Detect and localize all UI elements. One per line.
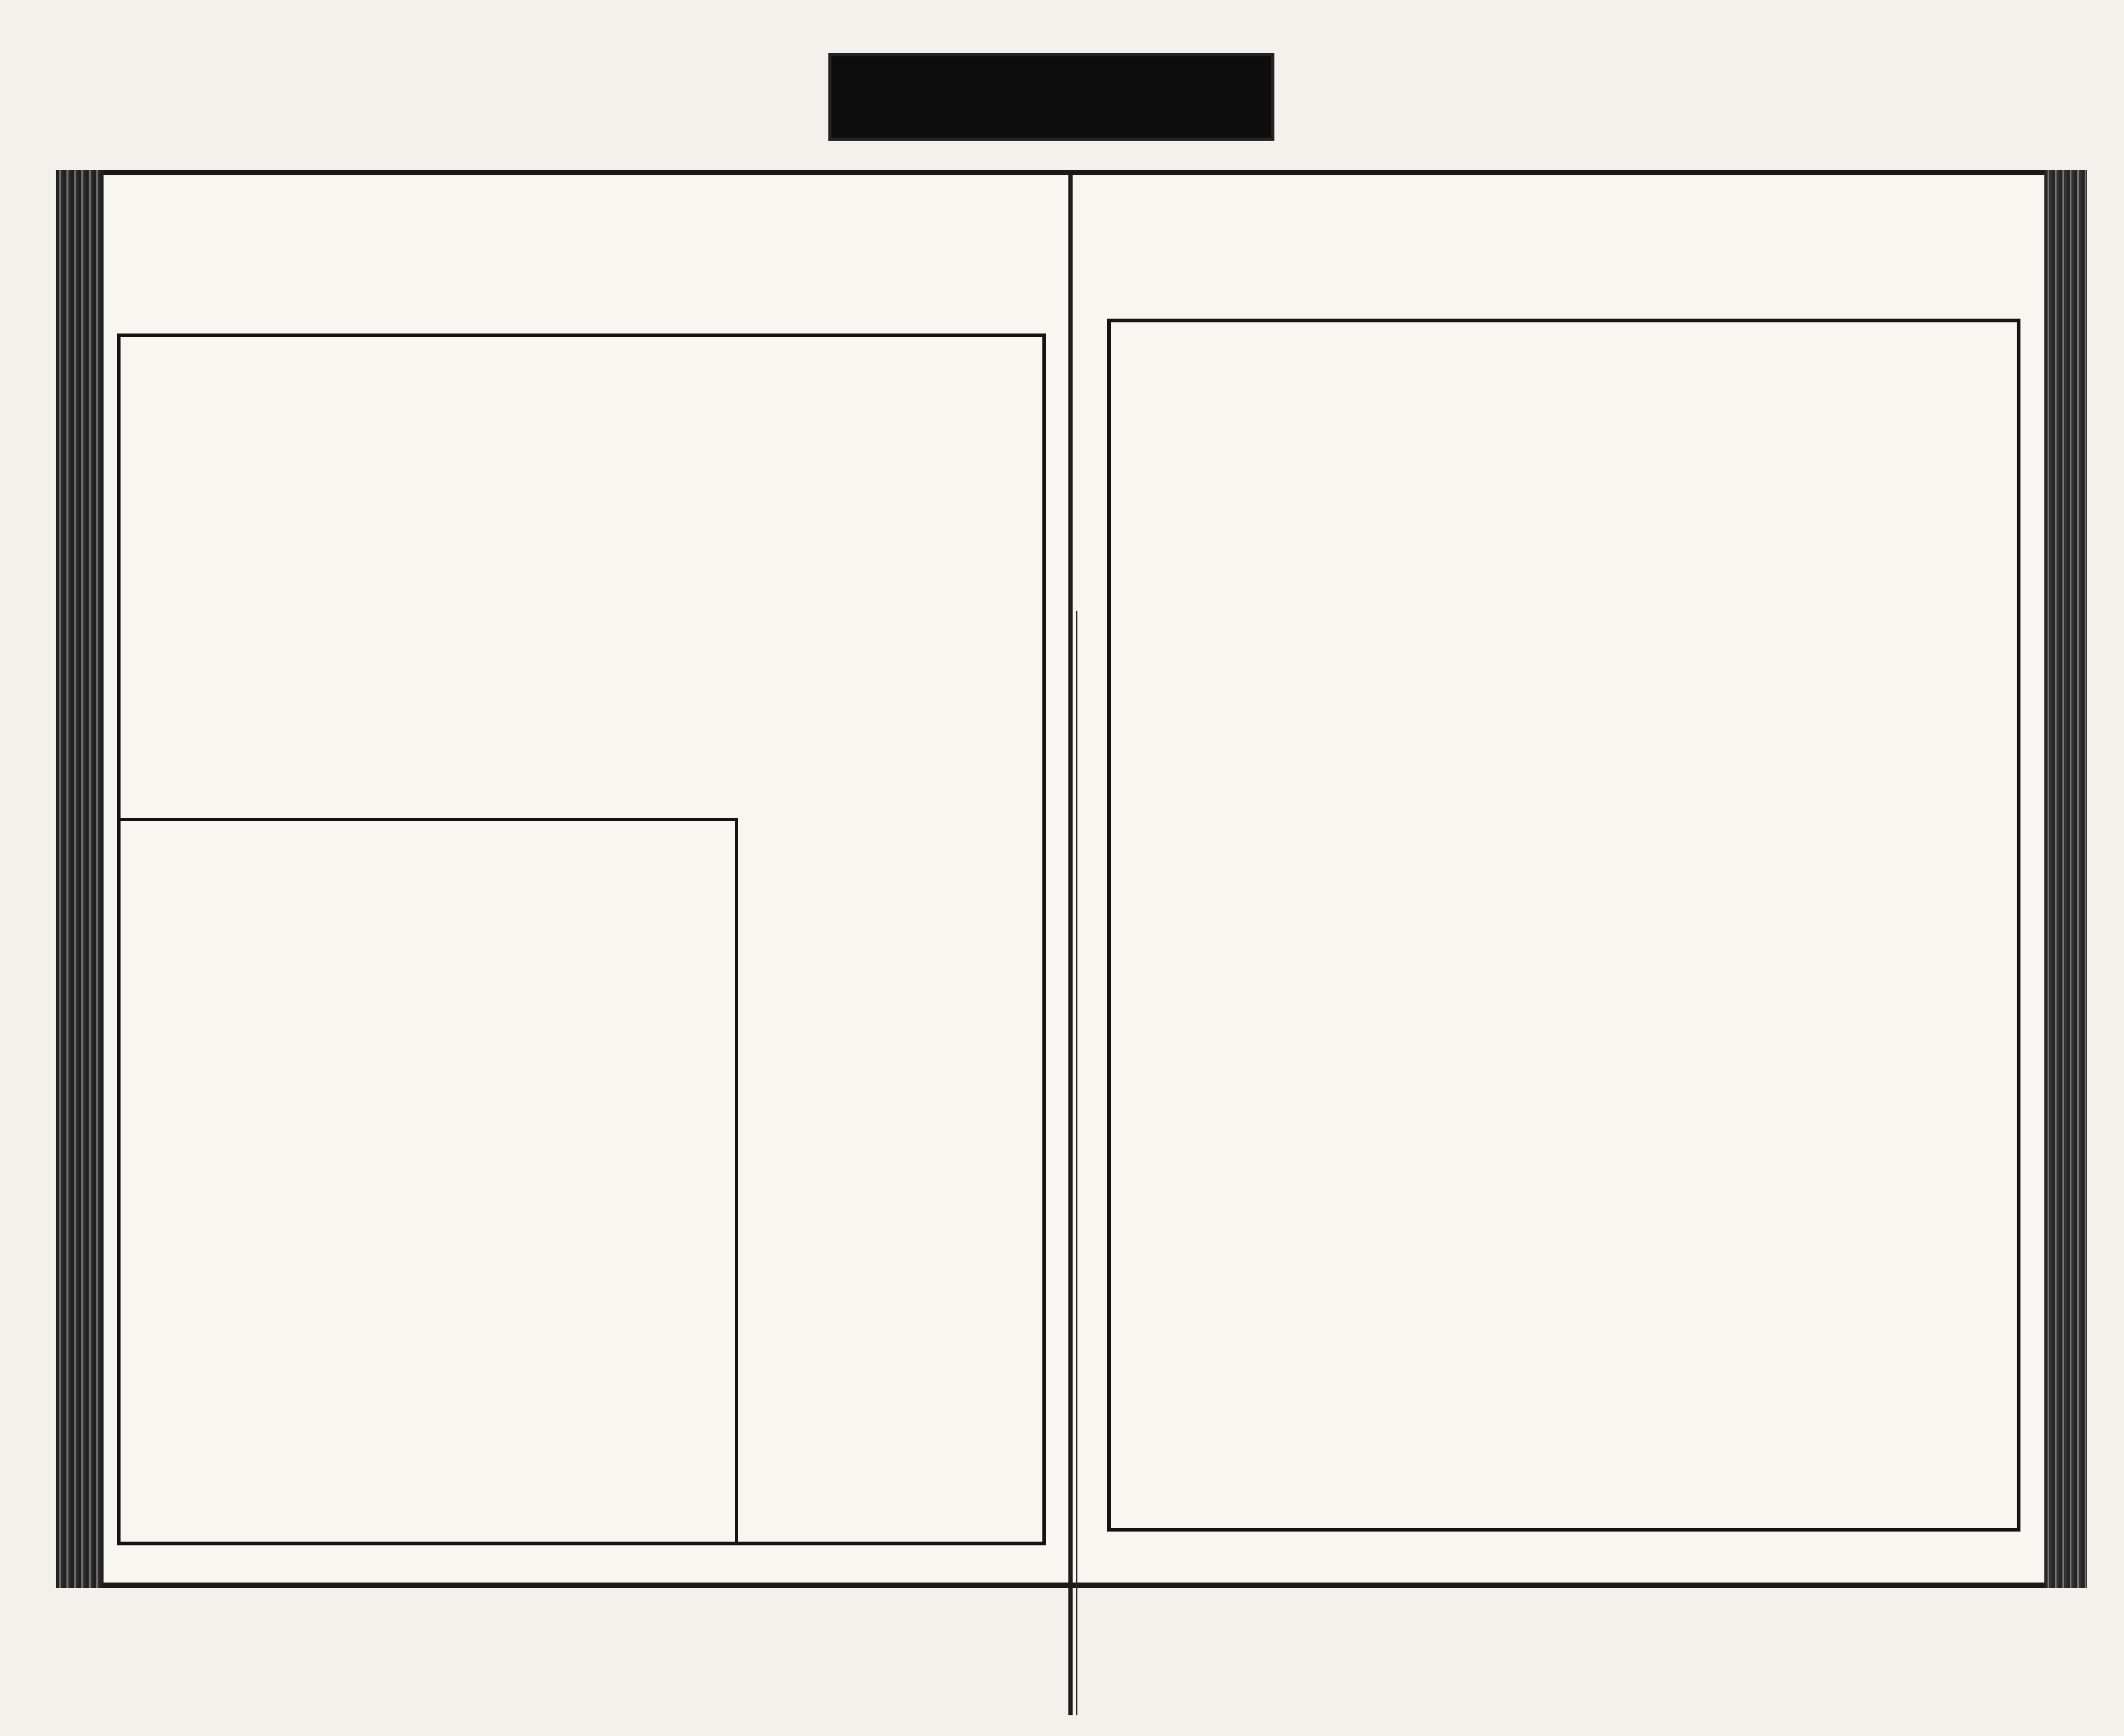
- main-col-6: [133, 882, 207, 1179]
- main-col-2: [552, 834, 627, 1535]
- right-col-1: [1962, 340, 2011, 1519]
- right-col-5: [1771, 340, 1820, 1519]
- main-small-note-3: [159, 1184, 193, 1535]
- left-note-col-14: [356, 345, 405, 807]
- main-small-note-2: [287, 1264, 321, 1370]
- left-note-col-15: [308, 345, 357, 807]
- left-inner-box-top: [117, 818, 738, 821]
- left-page-right-rule: [1042, 333, 1046, 1545]
- right-col-11: [1484, 340, 1533, 1519]
- left-note-col-11: [499, 345, 548, 807]
- right-page-bottom-rule: [1107, 1528, 2020, 1532]
- left-note-col-3: [892, 350, 941, 1529]
- right-col-9: [1580, 340, 1629, 1519]
- right-col-17: [1197, 340, 1246, 1519]
- right-page-right-rule: [2017, 319, 2020, 1532]
- left-note-col-12: [451, 345, 500, 807]
- left-margin-title: [66, 435, 98, 913]
- main-col-5: [239, 871, 313, 1540]
- right-col-2: [1914, 340, 1963, 1519]
- left-note-col-8: [643, 345, 691, 807]
- left-note-col-2: [940, 350, 989, 1529]
- book-gutter: [1068, 175, 1073, 1715]
- left-note-col-18: [138, 345, 187, 807]
- right-col-4: [1819, 340, 1868, 1519]
- left-note-col-9: [595, 345, 644, 807]
- right-col-15: [1293, 340, 1342, 1519]
- left-note-col-16: [260, 345, 309, 807]
- left-inner-box-right: [735, 818, 738, 1545]
- archive-label: [828, 53, 1274, 141]
- right-col-10: [1532, 340, 1581, 1519]
- left-page-bottom-rule: [117, 1542, 1046, 1545]
- right-page-number: [2024, 1312, 2056, 1375]
- left-note-col-5: [796, 350, 845, 1529]
- right-col-3: [1866, 340, 1915, 1519]
- right-col-6: [1723, 340, 1772, 1519]
- right-col-12: [1436, 340, 1485, 1519]
- left-page-top-rule: [117, 333, 1046, 337]
- right-col-16: [1245, 340, 1294, 1519]
- right-col-7: [1675, 340, 1724, 1519]
- left-note-col-17: [212, 345, 261, 807]
- right-col-14: [1341, 340, 1390, 1519]
- gutter-crease: [1076, 611, 1077, 1715]
- left-note-col-6: [749, 350, 798, 1529]
- main-col-3: [451, 834, 526, 1535]
- right-page-top-rule: [1107, 319, 2020, 322]
- left-note-col-13: [404, 345, 452, 807]
- right-col-13: [1389, 340, 1437, 1519]
- main-col-1: [653, 834, 727, 1535]
- right-page-left-rule: [1107, 319, 1111, 1532]
- right-col-18: [1150, 340, 1198, 1519]
- left-note-col-1: [988, 350, 1037, 1529]
- left-note-col-4: [844, 350, 893, 1529]
- left-page-left-rule: [117, 333, 121, 1545]
- left-note-col-7: [690, 345, 739, 807]
- right-col-8: [1628, 340, 1676, 1519]
- main-small-note-1: [388, 1290, 422, 1535]
- left-note-col-10: [547, 345, 596, 807]
